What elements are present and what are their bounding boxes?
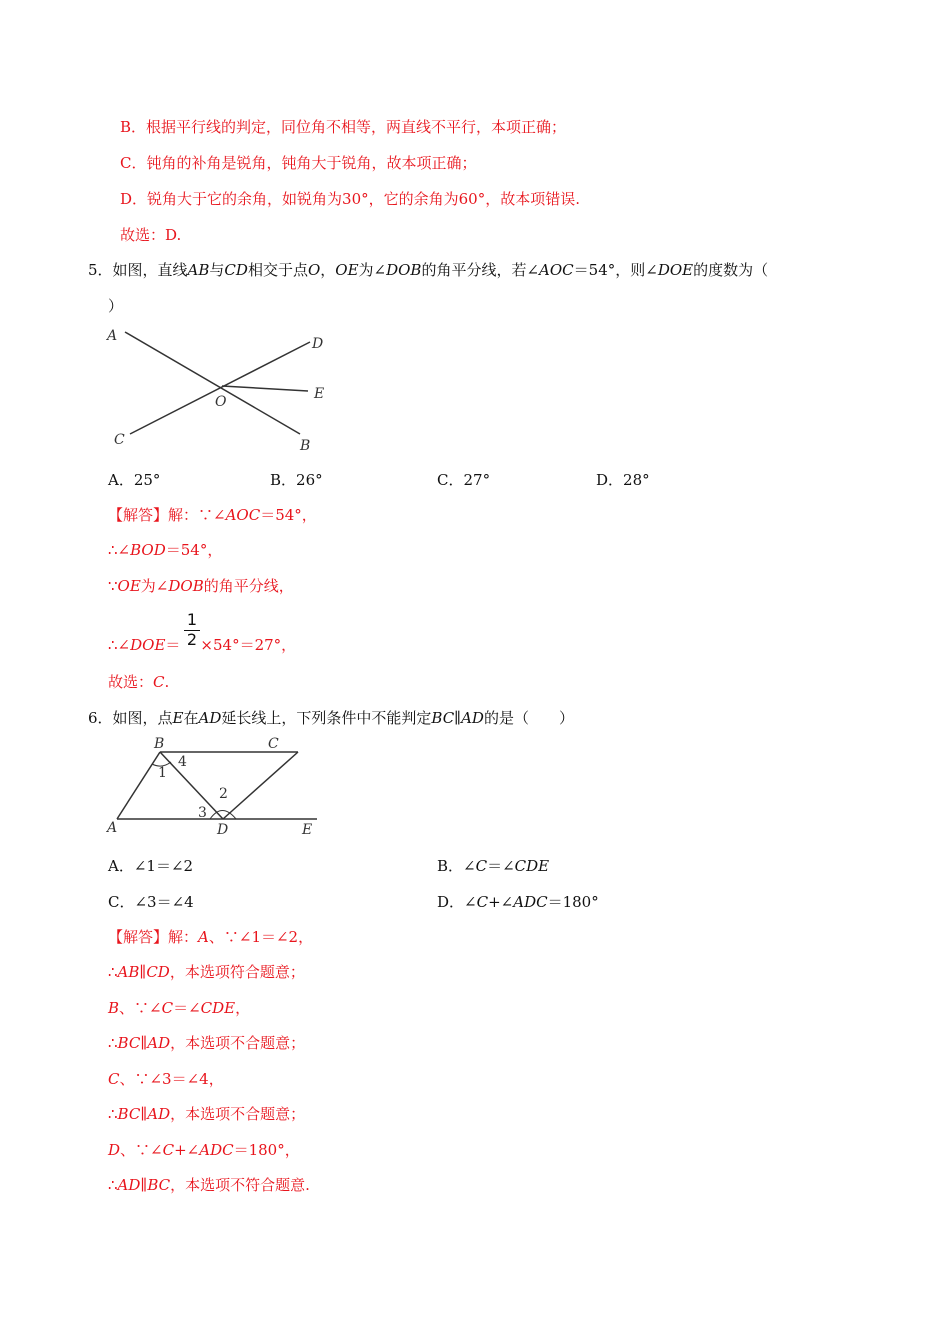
q5-question-close-paren: ） xyxy=(108,297,124,315)
q6-figure xyxy=(100,734,330,840)
q6-solution-line-2: ∴AB∥CD，本选项符合题意； xyxy=(108,963,305,981)
q6-line-ab xyxy=(117,752,160,819)
q6-solution-line-1: 【解答】解：A、∵∠1＝∠2， xyxy=(108,928,314,946)
q5-solution-line-1: 【解答】解：∵∠AOC＝54°， xyxy=(108,506,317,524)
q5-fraction-numerator: 1 xyxy=(186,610,198,629)
q4-option-b-explanation: B．根据平行线的判定，同位角不相等，两直线不平行，本项正确； xyxy=(120,118,567,136)
q6-label-b: B xyxy=(154,736,165,752)
q5-solution-line-4: ∴∠DOE＝ ×54°＝27°， xyxy=(108,636,297,654)
q6-label-3: 3 xyxy=(198,805,207,821)
q6-question: 6．如图，点E在AD延长线上，下列条件中不能判定BC∥AD的是（ ） xyxy=(88,709,574,727)
q5-label-e: E xyxy=(314,386,325,402)
q5-solution-line-2: ∴∠BOD＝54°， xyxy=(108,541,223,559)
q6-solution-line-6: ∴BC∥AD，本选项不合题意； xyxy=(108,1105,306,1123)
q5-label-d: D xyxy=(312,336,324,352)
q5-label-o: O xyxy=(215,394,227,410)
q4-option-d-explanation: D．锐角大于它的余角，如锐角为30°，它的余角为60°，故本项错误. xyxy=(120,190,580,208)
q6-label-d: D xyxy=(217,822,229,838)
q5-solution-line-3: ∵OE为∠DOB的角平分线， xyxy=(108,577,294,595)
q4-answer: 故选：D. xyxy=(120,226,182,244)
q4-option-c-explanation: C．钝角的补角是锐角，钝角大于锐角，故本项正确； xyxy=(120,154,477,172)
q5-line-cd xyxy=(130,342,310,434)
q5-fraction-denominator: 2 xyxy=(186,630,198,649)
q5-line-ab xyxy=(125,332,300,434)
q6-solution-line-8: ∴AD∥BC，本选项不符合题意. xyxy=(108,1176,310,1194)
q6-solution-line-5: C、∵∠3＝∠4， xyxy=(108,1070,224,1088)
q5-option-c: C．27° xyxy=(437,471,491,489)
q6-label-c: C xyxy=(268,736,279,752)
q5-option-b: B．26° xyxy=(270,471,323,489)
q6-solution-line-4: ∴BC∥AD，本选项不合题意； xyxy=(108,1034,306,1052)
q6-label-1: 1 xyxy=(158,765,167,781)
q6-label-2: 2 xyxy=(219,786,228,802)
q5-figure xyxy=(100,322,340,458)
q6-label-4: 4 xyxy=(178,754,187,770)
q5-ray-oe xyxy=(222,386,308,391)
q6-solution-line-7: D、∵∠C+∠ADC＝180°， xyxy=(108,1141,300,1159)
q6-label-a: A xyxy=(107,820,118,836)
q5-label-c: C xyxy=(114,432,125,448)
q6-option-a: A．∠1＝∠2 xyxy=(108,857,194,875)
q5-label-a: A xyxy=(107,328,118,344)
q6-label-e: E xyxy=(302,822,313,838)
q6-option-b: B．∠C＝∠CDE xyxy=(437,857,550,875)
q6-solution-line-3: B、∵∠C＝∠CDE， xyxy=(108,999,251,1017)
q6-option-d: D．∠C+∠ADC＝180° xyxy=(437,893,599,911)
q6-option-c: C．∠3＝∠4 xyxy=(108,893,194,911)
q6-line-cd xyxy=(223,752,298,819)
q6-line-bd xyxy=(160,752,223,819)
q5-question: 5．如图，直线AB与CD相交于点O，OE为∠DOB的角平分线，若∠AOC＝54°，则∠DOE的度数为（ xyxy=(88,261,769,279)
q5-option-d: D．28° xyxy=(596,471,650,489)
q5-option-a: A．25° xyxy=(108,471,161,489)
q5-answer: 故选：C. xyxy=(108,673,170,691)
q5-label-b: B xyxy=(300,438,311,454)
